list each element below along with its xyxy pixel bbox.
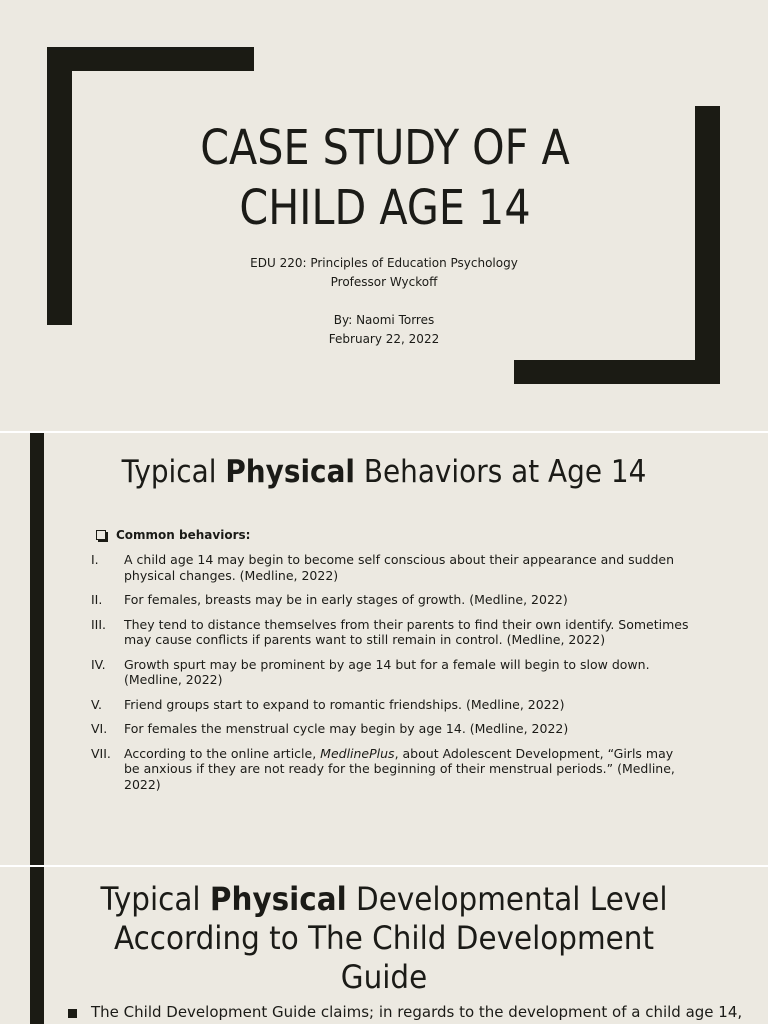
course-name: EDU 220: Principles of Education Psychology xyxy=(250,256,518,270)
bracket-bottom-right-vertical xyxy=(695,106,720,384)
list-text: For females the menstrual cycle may begin by age 14. (Medline, 2022) xyxy=(124,721,569,736)
list-number: I. xyxy=(91,552,99,567)
list-number: III. xyxy=(91,616,107,632)
title-line-2: CHILD AGE 14 xyxy=(239,180,531,236)
title-prefix: Typical xyxy=(121,454,226,490)
list-number: IV. xyxy=(91,656,106,672)
spacer xyxy=(184,292,584,311)
professor-name: Professor Wyckoff xyxy=(330,275,438,289)
list-item xyxy=(91,592,691,608)
behaviors-list xyxy=(91,552,691,801)
list-text xyxy=(124,746,691,793)
bracket-bottom-right-horizontal xyxy=(514,360,720,384)
list-number: V. xyxy=(91,696,102,712)
page-title xyxy=(166,118,605,238)
bracket-top-left-horizontal xyxy=(47,47,254,71)
author-name: By: Naomi Torres xyxy=(333,313,435,327)
list-text: Growth spurt may be prominent by age 14 but for a female will begin to slow down. (Medline, 2022) xyxy=(124,656,650,687)
list-text-part: According to the online article, xyxy=(124,745,321,761)
list-item xyxy=(91,746,691,793)
list-text: Friend groups start to expand to romantic friendships. (Medline, 2022) xyxy=(124,696,565,712)
slide-accent-bar xyxy=(30,433,44,865)
bullet-item xyxy=(68,1002,748,1022)
square-bullet-icon xyxy=(68,1009,77,1018)
title-suffix: Developmental Level xyxy=(346,880,668,918)
list-item xyxy=(91,552,691,583)
title-emphasis: Physical xyxy=(209,880,347,918)
title-line-1: CASE STUDY OF A xyxy=(200,120,570,176)
title-line-1 xyxy=(68,880,701,919)
list-item xyxy=(91,721,691,737)
list-text: They tend to distance themselves from their parents to find their own identify. Sometimes may cause conflicts if parents want to still remain in control. (Medline, 2022) xyxy=(124,616,689,647)
slide-accent-bar xyxy=(30,867,44,1024)
title-slide xyxy=(0,0,768,431)
list-number: VII. xyxy=(91,745,111,761)
title-emphasis: Physical xyxy=(225,454,355,490)
article-title: MedlinePlus xyxy=(320,745,395,761)
presentation-date: February 22, 2022 xyxy=(328,332,440,346)
title-prefix: Typical xyxy=(100,880,210,918)
list-text: For females, breasts may be in early stages of growth. (Medline, 2022) xyxy=(124,592,568,607)
title-line-2: According to The Child Development Guide xyxy=(113,919,654,996)
bracket-top-left-vertical xyxy=(47,47,72,325)
list-item xyxy=(91,657,691,688)
list-text: A child age 14 may begin to become self conscious about their appearance and sudden physical changes. (Medline, 2022) xyxy=(124,552,675,583)
list-number: VI. xyxy=(91,721,108,736)
list-item xyxy=(91,697,691,713)
common-behaviors-heading xyxy=(96,528,250,542)
checkbox-bullet-icon xyxy=(96,530,106,540)
title-suffix: Behaviors at Age 14 xyxy=(354,454,647,490)
slide-title-physical-behaviors xyxy=(92,452,675,492)
list-text-part: , about Adolescent Development, “Girls may be anxious if they are not ready for the beginning of their menstrual periods.” (Medline, 2022) xyxy=(124,745,675,792)
common-behaviors-label: Common behaviors: xyxy=(116,528,251,542)
slide-title-physical-development xyxy=(68,880,701,997)
title-slide-info xyxy=(184,254,584,349)
list-number: II. xyxy=(91,592,103,607)
list-item xyxy=(91,617,691,648)
bullet-text: The Child Development Guide claims; in regards to the development of a child age 14, xyxy=(91,1003,743,1021)
